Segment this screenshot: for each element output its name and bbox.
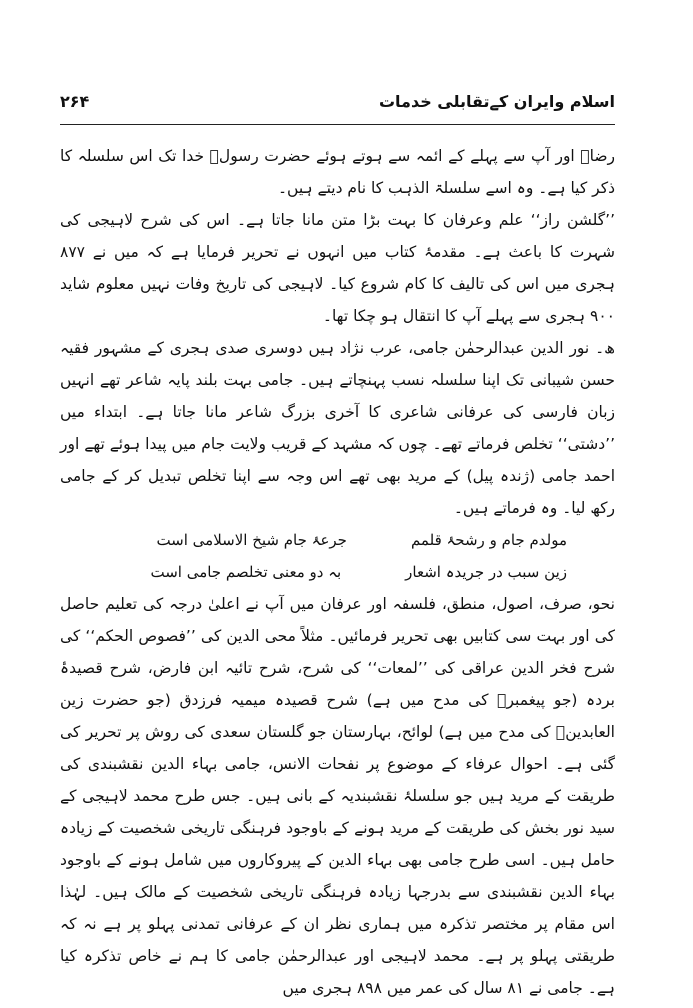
body-text	[60, 140, 615, 1004]
verse-line	[60, 524, 615, 556]
verse-second-hemistich: جرعۂ جام شیخ الاسلامی است	[156, 531, 347, 549]
verse-line	[60, 556, 615, 588]
paragraph: رضاؑ اور آپ سے پہلے کے ائمہ سے ہوتے ہوئے حضرت رسولؐ خدا تک اس سلسلہ کا ذکر کیا ہے۔ وہ اسے سلسلۃ الذہب کا نام دیتے ہیں۔	[60, 147, 615, 197]
persian-verses	[60, 524, 615, 588]
paragraph: ھ۔ نور الدین عبدالرحمٰن جامی، عرب نژاد ہیں دوسری صدی ہجری کے مشہور فقیہ حسن شیبانی تک اپنا سلسلہ نسب پہنچاتے ہیں۔ جامی بہت بلند پایہ شاعر تھے انہیں زبان فارسی کی عرفانی شاعری کا آخری بزرگ شاعر مانا جاتا ہے۔ ابتداء میں ’’دشتی‘‘ تخلص فرماتے تھے۔ چوں کہ مشہد کے قریب ولایت جام میں پیدا ہوئے تھے اور احمد جامی (ژندہ پیل) کے مرید بھی تھے اس وجہ سے اپنا تخلص تبدیل کر کے جامی رکھ لیا۔ وہ فرماتے ہیں۔	[60, 339, 615, 517]
verse-first-hemistich: مولدم جام و رشحۂ قلمم	[410, 531, 567, 549]
header-rule	[60, 124, 615, 125]
page-header	[60, 92, 615, 118]
paragraph: ’’گلشن راز‘‘ علم وعرفان کا بہت بڑا متن مانا جاتا ہے۔ اس کی شرح لاہیجی کی شہرت کا باعث ہے۔ مقدمۂ کتاب میں انہوں نے تحریر فرمایا ہے کہ میں نے ۸۷۷ ہجری میں اس کی تالیف کا کام شروع کیا۔ لاہیجی کی تاریخ وفات نہیں معلوم شاید ۹۰۰ ہجری سے پہلے آپ کا انتقال ہو چکا تھا۔	[60, 211, 615, 325]
verse-first-hemistich: زین سبب در جریدہ اشعار	[405, 563, 567, 581]
paragraph: نحو، صرف، اصول، منطق، فلسفہ اور عرفان میں آپ نے اعلیٰ درجہ کی تعلیم حاصل کی اور بہت سی کتابیں بھی تحریر فرمائیں۔ مثلاً محی الدین کی ’’فصوص الحکم‘‘ کی شرح فخر الدین عراقی کی ’’لمعات‘‘ کی شرح، شرح تائیہ ابن فارض، شرح قصیدۂ بردہ (جو پیغمبرؐ کی مدح میں ہے) شرح قصیدہ میمیہ فرزدق (جو حضرت زین العابدینؑ کی مدح میں ہے) لوائح، بہارستان جو گلستان سعدی کی روش پر تحریر کی گئی ہے۔ احوال عرفاء کے موضوع پر نفحات الانس، جامی بہاء الدین نقشبندی کی طریقت کے مرید ہیں جو سلسلۂ نقشبندیہ کے بانی ہیں۔ جس طرح محمد لاہیجی کے سید نور بخش کی طریقت کے مرید ہونے کے باوجود فرہنگی تاریخی شخصیت کے زیادہ حامل ہیں۔ اسی طرح جامی بھی بہاء الدین کے پیروکاروں میں شامل ہونے کے باوجود بہاء الدین نقشبندی سے بدرجہا زیادہ فرہنگی تاریخی شخصیت کے مالک ہیں۔ لہٰذا اس مقام پر مختصر تذکرہ میں ہماری نظر ان کے عرفانی تمدنی پہلو پر ہے نہ کہ طریقتی پہلو پر ہے۔ محمد لاہیجی اور عبدالرحمٰن جامی کا ہم نے خاص تذکرہ کیا ہے۔ جامی نے ۸۱ سال کی عمر میں ۸۹۸ ہجری میں	[60, 595, 615, 997]
running-head: اسلام وایران کےتقابلی خدمات	[378, 92, 615, 111]
verse-second-hemistich: بہ دو معنی تخلصم جامی است	[150, 563, 342, 581]
page-number: ۲۶۴	[60, 92, 90, 111]
